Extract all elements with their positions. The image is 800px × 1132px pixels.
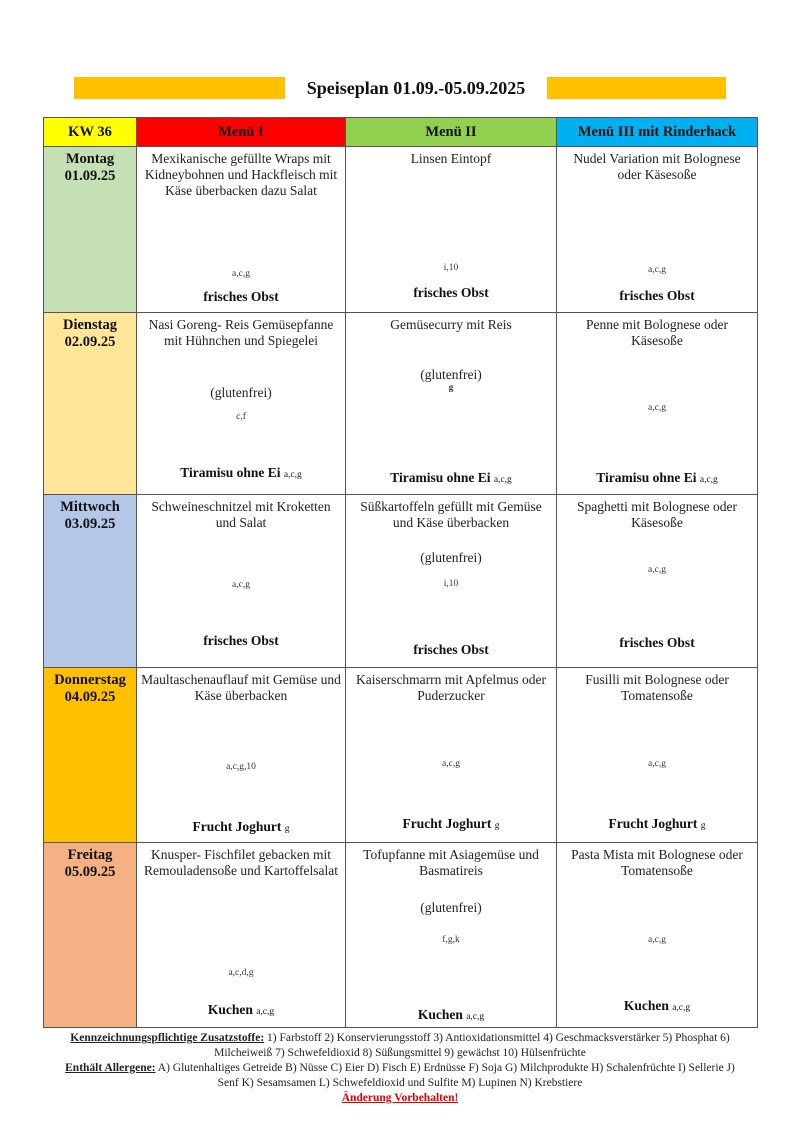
day-name: Donnerstag (54, 672, 126, 688)
allergen-codes: a,c,g (648, 759, 666, 769)
glutenfree-note: (glutenfrei) (420, 367, 482, 382)
dish-text: Tofupfanne mit Asiagemüse und Basmatireis (363, 847, 539, 878)
allergen-codes: a,c,d,g (228, 968, 254, 978)
day-name: Freitag (67, 847, 113, 863)
menu3-cell (557, 495, 758, 668)
day-row-thursday (44, 668, 758, 843)
dessert (561, 470, 753, 486)
additives-text: 1) Farbstoff 2) Konservierungsstoff 3) Antioxidationsmittel 4) Geschmacksverstärker 5) Phosphat 6) Milcheiweiß 7) Schwefeldioxid 8) Süßungsmittel 9) gewächst 10) Hülsenfrüchte (214, 1032, 730, 1059)
allergen-codes: a,c,g (648, 935, 666, 945)
menu3-cell (557, 313, 758, 495)
additives-label: Kennzeichnungspflichtige Zusatzstoffe: (70, 1032, 265, 1044)
glutenfree-note: (glutenfrei) (210, 385, 272, 400)
dish-text: Schweineschnitzel mit Kroketten und Salat (151, 499, 331, 530)
dish-text: Knusper- Fischfilet gebacken mit Remouladensoße und Kartoffelsalat (144, 847, 338, 878)
day-date: 05.09.25 (64, 864, 116, 880)
dessert-codes: g (700, 821, 706, 831)
dessert-codes: a,c,g (699, 475, 718, 485)
menu1-cell (137, 495, 346, 668)
menu3-header: Menü III mit Rinderhack (557, 118, 758, 147)
dessert (350, 285, 552, 301)
dessert (350, 816, 552, 832)
allergen-codes: g (448, 383, 454, 393)
allergen-codes: i,10 (443, 579, 459, 589)
dessert-text: Tiramisu ohne Ei (390, 470, 491, 485)
menu-table (43, 117, 758, 1028)
menu1-cell (137, 147, 346, 313)
dessert-codes: g (494, 821, 500, 831)
dish-text: Mexikanische gefüllte Wraps mit Kidneybohnen und Hackfleisch mit Käse überbacken dazu Salat (144, 151, 338, 198)
page-title: Speiseplan 01.09.-05.09.2025 (285, 77, 547, 99)
dessert-text: frisches Obst (413, 642, 489, 657)
dessert-codes: a,c,g (672, 1003, 691, 1013)
header-row (44, 118, 758, 147)
dessert (561, 635, 753, 651)
dessert-codes: g (284, 824, 290, 834)
additives-line (60, 1031, 740, 1061)
dessert-text: Frucht Joghurt (402, 816, 492, 831)
dessert (141, 1002, 341, 1018)
day-cell (44, 843, 137, 1028)
glutenfree-note: (glutenfrei) (420, 550, 482, 565)
dish-text: Kaiserschmarrn mit Apfelmus oder Puderzucker (355, 672, 547, 703)
day-row-wednesday (44, 495, 758, 668)
day-name: Dienstag (63, 317, 117, 333)
allergen-codes: i,10 (443, 263, 459, 273)
menu1-cell (137, 843, 346, 1028)
menu2-cell (346, 495, 557, 668)
menu3-cell (557, 843, 758, 1028)
dessert-text: Frucht Joghurt (192, 819, 282, 834)
dish-text: Penne mit Bolognese oder Käsesoße (585, 317, 729, 348)
week-header: KW 36 (44, 118, 137, 147)
dessert-text: frisches Obst (619, 288, 695, 303)
menu1-header: Menü I (137, 118, 346, 147)
day-cell (44, 313, 137, 495)
dish-text: Fusilli mit Bolognese oder Tomatensoße (585, 672, 729, 703)
dessert-text: Kuchen (623, 998, 669, 1013)
dessert (350, 470, 552, 486)
glutenfree-note: (glutenfrei) (420, 900, 482, 915)
menu3-cell (557, 147, 758, 313)
dessert (141, 289, 341, 305)
dessert-text: Tiramisu ohne Ei (596, 470, 697, 485)
dessert-text: frisches Obst (203, 289, 279, 304)
dish-text: Süßkartoffeln gefüllt mit Gemüse und Käse überbacken (360, 499, 542, 530)
allergen-codes: a,c,g,10 (226, 762, 256, 772)
allergens-line (60, 1061, 740, 1091)
menu2-cell (346, 147, 557, 313)
dessert-text: Kuchen (417, 1007, 463, 1022)
allergen-codes: c,f (236, 412, 246, 422)
dish-text: Spaghetti mit Bolognese oder Käsesoße (576, 499, 738, 530)
menu1-cell (137, 668, 346, 843)
menu2-cell (346, 313, 557, 495)
day-cell (44, 147, 137, 313)
day-row-friday (44, 843, 758, 1028)
menu2-header: Menü II (346, 118, 557, 147)
allergen-codes: a,c,g (442, 759, 460, 769)
day-name: Mittwoch (60, 499, 120, 515)
allergen-codes: a,c,g (232, 269, 250, 279)
dessert (561, 288, 753, 304)
dessert-text: frisches Obst (413, 285, 489, 300)
dish-text: Nasi Goreng- Reis Gemüsepfanne mit Hühnchen und Spiegelei (148, 317, 334, 348)
day-date: 01.09.25 (64, 168, 116, 184)
dessert (141, 633, 341, 649)
menu2-cell (346, 668, 557, 843)
dessert (141, 465, 341, 481)
menu2-cell (346, 843, 557, 1028)
dessert-text: Tiramisu ohne Ei (180, 465, 281, 480)
dessert-text: frisches Obst (203, 633, 279, 648)
dish-text: Maultaschenauflauf mit Gemüse und Käse überbacken (141, 672, 341, 703)
day-date: 03.09.25 (64, 516, 116, 532)
day-cell (44, 495, 137, 668)
dish-text: Gemüsecurry mit Reis (390, 317, 512, 332)
day-row-tuesday (44, 313, 758, 495)
dessert-codes: a,c,g (493, 475, 512, 485)
dessert-text: frisches Obst (619, 635, 695, 650)
dessert (350, 642, 552, 658)
allergen-codes: f,g,k (442, 935, 460, 945)
dish-text: Pasta Mista mit Bolognese oder Tomatensoße (571, 847, 743, 878)
dessert (141, 819, 341, 835)
dessert-codes: a,c,g (283, 470, 302, 480)
dessert (561, 816, 753, 832)
dessert-text: Kuchen (207, 1002, 253, 1017)
dessert-codes: a,c,g (466, 1012, 485, 1022)
day-date: 04.09.25 (64, 689, 116, 705)
dessert (350, 1007, 552, 1023)
change-note: Änderung Vorbehalten! (341, 1092, 459, 1104)
day-name: Montag (65, 151, 115, 167)
dessert (561, 998, 753, 1014)
day-row-monday (44, 147, 758, 313)
allergens-text: A) Glutenhaltiges Getreide B) Nüsse C) Eier D) Fisch E) Erdnüsse F) Soja G) Milchprodukte H) Schalenfrüchte I) Sellerie J) Senf K) Sesamsamen L) Schwefeldioxid und Sulfite M) Lupinen N) Krebstiere (155, 1062, 735, 1089)
allergens-label: Enthält Allergene: (65, 1062, 156, 1074)
footer-notes (60, 1031, 740, 1106)
allergen-codes: a,c,g (232, 580, 250, 590)
dish-text: Linsen Eintopf (410, 151, 492, 166)
menu3-cell (557, 668, 758, 843)
allergen-codes: a,c,g (648, 565, 666, 575)
allergen-codes: a,c,g (648, 403, 666, 413)
allergen-codes: a,c,g (648, 265, 666, 275)
dessert-text: Frucht Joghurt (608, 816, 698, 831)
day-date: 02.09.25 (64, 334, 116, 350)
dessert-codes: a,c,g (256, 1007, 275, 1017)
dish-text: Nudel Variation mit Bolognese oder Käsesoße (573, 151, 741, 182)
day-cell (44, 668, 137, 843)
menu1-cell (137, 313, 346, 495)
